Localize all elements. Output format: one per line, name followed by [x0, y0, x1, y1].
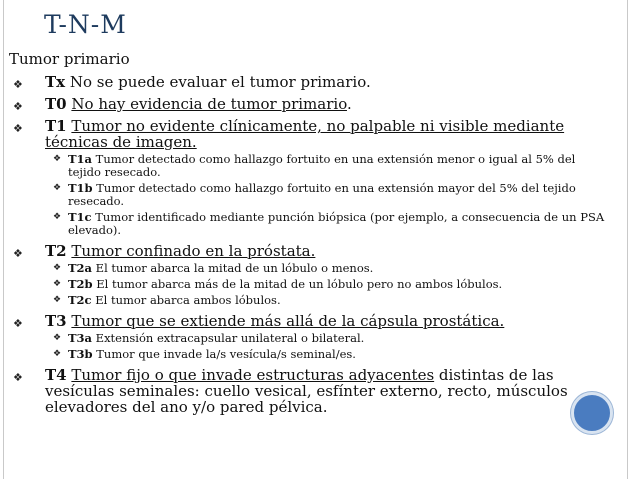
diamond-bullet-icon: ❖: [13, 371, 23, 384]
list-item-t2: [9, 243, 609, 259]
substage-code: T2c: [68, 293, 92, 307]
diamond-bullet-icon: ❖: [13, 317, 23, 330]
diamond-bullet-icon: ❖: [53, 333, 62, 343]
sub-item-t2b: [9, 278, 609, 291]
slide-title: T-N-M: [44, 10, 127, 39]
diamond-bullet-icon: ❖: [13, 247, 23, 260]
list-item-t1: [9, 118, 609, 150]
substage-text: Tumor detectado como hallazgo fortuito en una extensión mayor del 5% del tejido resecado.: [68, 181, 576, 208]
diamond-bullet-icon: ❖: [53, 154, 62, 164]
stage-code: T4: [45, 366, 67, 384]
diamond-bullet-icon: ❖: [53, 295, 62, 305]
diamond-bullet-icon: ❖: [53, 212, 62, 222]
sub-item-t3b: [9, 348, 609, 361]
substage-text: El tumor abarca más de la mitad de un lóbulo pero no ambos lóbulos.: [92, 277, 503, 291]
stage-text: .: [346, 95, 352, 113]
substage-code: T1b: [68, 181, 93, 195]
diamond-bullet-icon: ❖: [53, 183, 62, 193]
diamond-bullet-icon: ❖: [13, 122, 23, 135]
sub-item-t1a: [9, 153, 609, 179]
stage-text-underlined: Tumor que se extiende más allá de la cápsula prostática.: [71, 312, 505, 330]
list-item-tx: [9, 74, 609, 90]
substage-code: T1c: [68, 210, 92, 224]
substage-text: Tumor identificado mediante punción biópsica (por ejemplo, a consecuencia de un PSA elevado).: [68, 210, 605, 237]
substage-text: Tumor detectado como hallazgo fortuito en una extensión menor o igual al 5% del tejido resecado.: [68, 152, 576, 179]
list-item-t3: [9, 313, 609, 329]
list-item-t4: [9, 367, 609, 415]
stage-code: Tx: [45, 73, 66, 91]
substage-code: T2b: [68, 277, 93, 291]
section-heading: Tumor primario: [9, 50, 130, 68]
substage-text: Extensión extracapsular unilateral o bilateral.: [92, 331, 365, 345]
stage-code: T0: [45, 95, 67, 113]
stage-text: distintas de las vesículas seminales: cuello vesical, esfínter externo, recto, músculos elevadores del ano y/o pared pélvica.: [45, 366, 568, 416]
stage-code: T3: [45, 312, 67, 330]
stage-code: T2: [45, 242, 67, 260]
stage-text-underlined: Tumor fijo o que invade estructuras adyacentes: [71, 366, 435, 384]
sub-item-t2a: [9, 262, 609, 275]
substage-text: El tumor abarca la mitad de un lóbulo o menos.: [92, 261, 374, 275]
diamond-bullet-icon: ❖: [53, 263, 62, 273]
substage-code: T3a: [68, 331, 93, 345]
substage-code: T3b: [68, 347, 93, 361]
sub-item-t1b: [9, 182, 609, 208]
sub-item-t1c: [9, 211, 609, 237]
stage-text-underlined: No hay evidencia de tumor primario: [71, 95, 347, 113]
slide-frame-left-line: [3, 0, 4, 479]
diamond-bullet-icon: ❖: [53, 349, 62, 359]
stage-text: No se puede evaluar el tumor primario.: [65, 73, 371, 91]
stage-text-underlined: Tumor confinado en la próstata.: [71, 242, 316, 260]
diamond-bullet-icon: ❖: [13, 100, 23, 113]
substage-text: Tumor que invade la/s vesícula/s seminal/es.: [92, 347, 356, 361]
decorative-circle: [571, 392, 613, 434]
substage-text: El tumor abarca ambos lóbulos.: [91, 293, 281, 307]
diamond-bullet-icon: ❖: [13, 78, 23, 91]
sub-item-t3a: [9, 332, 609, 345]
stage-code: T1: [45, 117, 67, 135]
slide-content: [9, 50, 609, 415]
slide-frame-right-line: [627, 0, 628, 479]
substage-code: T2a: [68, 261, 93, 275]
stage-text-underlined: Tumor no evidente clínicamente, no palpable ni visible mediante técnicas de imagen.: [45, 117, 565, 151]
sub-item-t2c: [9, 294, 609, 307]
substage-code: T1a: [68, 152, 93, 166]
diamond-bullet-icon: ❖: [53, 279, 62, 289]
list-item-t0: [9, 96, 609, 112]
